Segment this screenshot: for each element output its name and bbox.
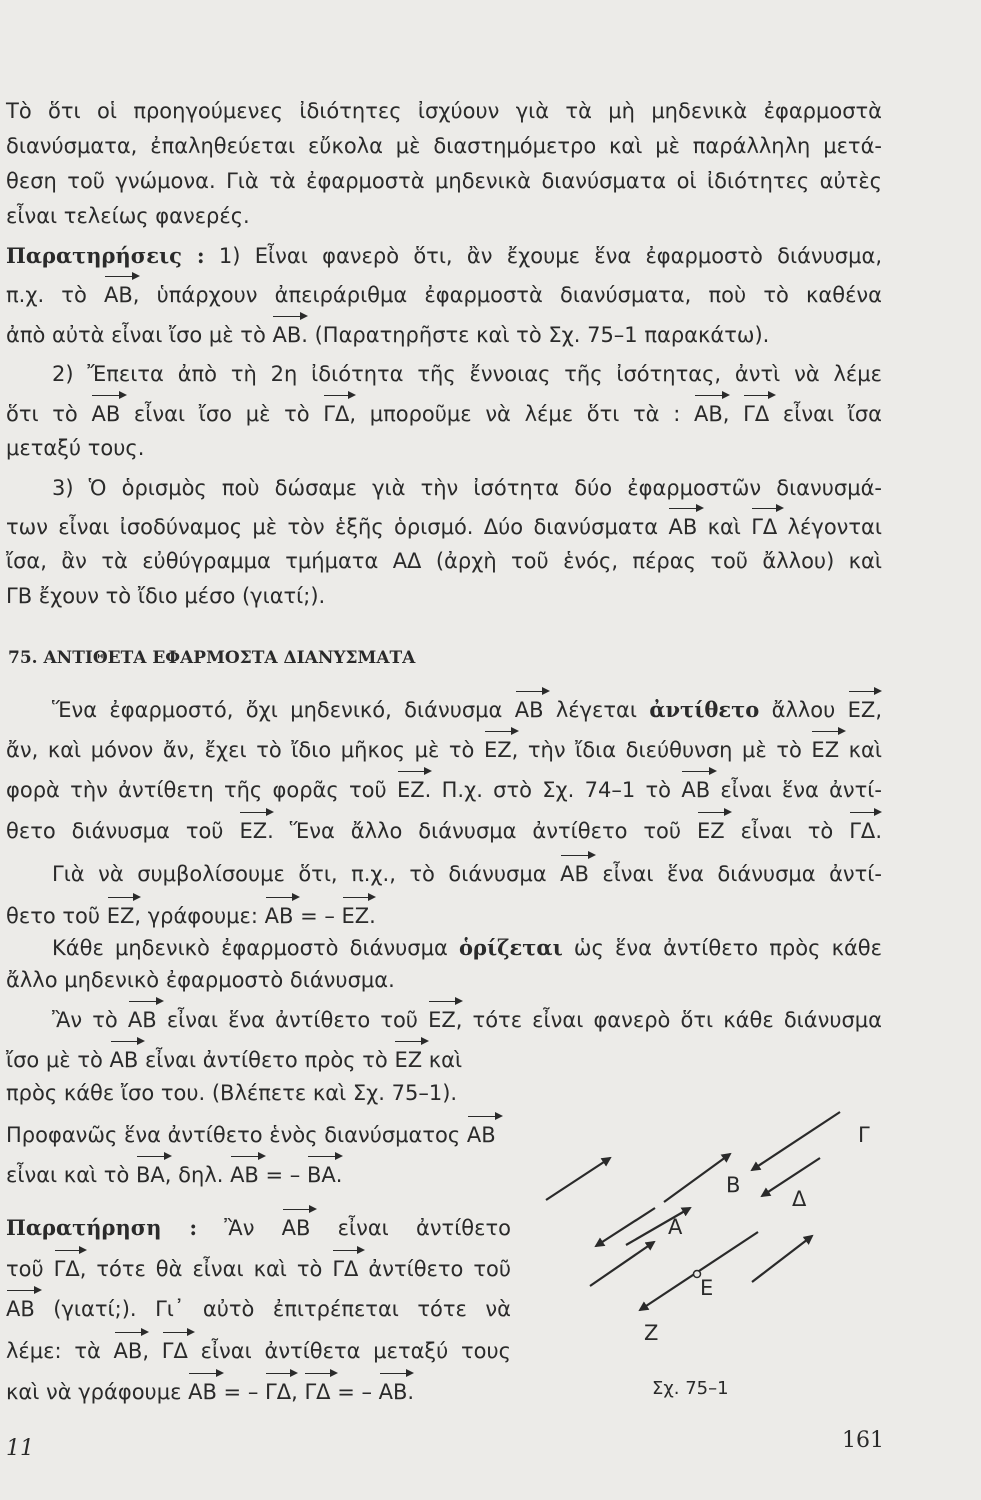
text-span: π.χ. τὸ xyxy=(6,283,104,307)
vector-ab: ΑΒ xyxy=(466,1123,496,1147)
vector-ab: ΑΒ xyxy=(272,323,302,347)
text-span: . xyxy=(875,819,882,843)
vector-gd: ΓΔ xyxy=(332,1257,359,1281)
text-line xyxy=(6,1296,511,1322)
text-span: Προφανῶς ἕνα ἀντίθετο ἑνὸς διανύσματος xyxy=(6,1123,467,1147)
vector-ez: ΕΖ xyxy=(396,778,425,802)
text-span: καὶ xyxy=(422,1048,463,1072)
text-span: , μποροῦμε νὰ λέμε ὅτι τὰ : xyxy=(349,402,694,426)
text-line xyxy=(6,322,769,348)
text-span: ἀπὸ αὐτὰ εἶναι ἴσο μὲ τὸ xyxy=(6,323,273,347)
text-line: μεταξύ τους. xyxy=(6,436,145,460)
vector-ez: ΕΖ xyxy=(239,819,268,843)
vector-ez: ΕΖ xyxy=(394,1048,423,1072)
label-a: Α xyxy=(668,1215,683,1239)
text-span: θετο διάνυσμα τοῦ xyxy=(6,819,240,843)
text-line xyxy=(6,1122,496,1148)
vector-ab: ΑΒ xyxy=(127,1008,157,1032)
text-span: , xyxy=(291,1380,305,1404)
text-line: ὅτι τὸ ΑΒ εἶναι ἴσο μὲ τὸ ΓΔ, μποροῦμε νὰ λέμε ὅτι τὰ : ΑΒ, ΓΔ εἶναι ἴσα xyxy=(6,402,882,426)
text-line: ἴσα, ἂν τὰ εὐθύγραμμα τμήματα ΑΔ (ἀρχὴ τοῦ ἑνός, πέρας τοῦ ἄλλου) καὶ xyxy=(6,549,882,573)
text-span: εἶναι τὸ xyxy=(724,819,850,843)
text-line: πρὸς κάθε ἴσο του. (Βλέπετε καὶ Σχ. 75–1). xyxy=(6,1081,458,1105)
vector-ab: ΑΒ xyxy=(188,1380,217,1404)
vector-ab: ΑΒ xyxy=(378,1380,408,1404)
vector-ez: ΕΖ xyxy=(106,904,135,928)
text-line xyxy=(6,818,882,844)
vector-ez: ΕΖ xyxy=(483,738,512,762)
vector-ab: ΑΒ xyxy=(109,1048,139,1072)
text-span: καὶ νὰ γράφουμε xyxy=(6,1380,189,1404)
text-line: 2) Ἔπειτα ἀπὸ τὴ 2η ἰδιότητα τῆς ἔννοιας τῆς ἰσότητας, ἀντὶ νὰ λέμε xyxy=(52,362,882,386)
text-span: (γιατί;). Γι᾽ αὐτὸ ἐπιτρέπεται τότε νὰ xyxy=(34,1297,511,1321)
text-span: λέγονται xyxy=(777,515,882,539)
label-e: Ε xyxy=(700,1276,714,1300)
vector-gd: ΓΔ xyxy=(161,1339,188,1363)
text-line xyxy=(6,903,376,929)
section-heading: 75. ΑΝΤΙΘΕΤΑ ΕΦΑΡΜΟΣΤΑ ΔΙΑΝΥΣΜΑΤΑ xyxy=(8,648,416,668)
vector-ab: ΑΒ xyxy=(264,904,294,928)
text-span: ἀντίθετο τοῦ xyxy=(358,1257,511,1281)
term-antitheto: ἀντίθετο xyxy=(649,697,760,722)
vector-arrow-up-1 xyxy=(546,1158,610,1200)
vector-ba: ΒΑ xyxy=(135,1163,165,1187)
vector-arrow-down-1 xyxy=(762,1158,820,1196)
text-line: 3) Ὁ ὁρισμὸς ποὺ δώσαμε γιὰ τὴν ἰσότητα δύο ἐφαρμοστῶν διανυσμά- xyxy=(52,476,882,500)
text-line xyxy=(6,514,882,540)
text-line xyxy=(6,1215,511,1241)
vector-gd: ΓΔ xyxy=(53,1257,80,1281)
text-span: εἶναι ἀντίθετο πρὸς τὸ xyxy=(138,1048,395,1072)
vector-ab: ΑΒ xyxy=(103,283,133,307)
vector-ab: ΑΒ xyxy=(230,1163,259,1187)
text-span: Ἕνα ἐφαρμοστό, ὄχι μηδενικό, διάνυσμα xyxy=(52,698,515,722)
text-span: . xyxy=(407,1380,415,1404)
vector-ab: ΑΒ xyxy=(560,862,589,886)
text-span: , xyxy=(142,1339,162,1363)
text-span: = – xyxy=(216,1380,265,1404)
page-number: 161 xyxy=(842,1428,884,1453)
text-span: , δηλ. xyxy=(164,1163,231,1187)
text-line xyxy=(6,1338,511,1364)
text-line xyxy=(6,737,882,763)
text-span: , γράφουμε: xyxy=(134,904,265,928)
label-z: Ζ xyxy=(644,1321,659,1345)
page-left-mark: 11 xyxy=(6,1436,34,1461)
text-line xyxy=(6,1256,511,1282)
text-line xyxy=(6,1047,462,1073)
text-span: Ἂν xyxy=(197,1216,282,1240)
text-line: Ἕνα ἐφαρμοστό, ὄχι μηδενικό, διάνυσμα ΑΒ λέγεται ἀντίθετο ἄλλου ΕΖ, xyxy=(52,697,882,722)
label-b: Β xyxy=(726,1173,741,1197)
text-span: ὅτι τὸ xyxy=(6,402,92,426)
vector-ez: ΕΖ xyxy=(341,904,370,928)
text-span: . Π.χ. στὸ Σχ. 74–1 τὸ xyxy=(424,778,682,802)
text-line: διανύσματα, ἐπαληθεύεται εὔκολα μὲ διαστημόμετρο καὶ μὲ παράλληλη μετά- xyxy=(6,134,882,158)
text-span: ἄλλου xyxy=(759,698,848,722)
text-span: , τότε θὰ εἶναι καὶ τὸ xyxy=(79,1257,333,1281)
text-span: λέμε: τὰ xyxy=(6,1339,114,1363)
observation-label: Παρατήρηση : xyxy=(6,1215,198,1240)
text-line xyxy=(6,1162,342,1188)
vector-gd: ΓΔ xyxy=(751,515,778,539)
text-span: . (Παρατηρῆστε καὶ τὸ Σχ. 75–1 παρακάτω). xyxy=(301,323,770,347)
text-line xyxy=(52,935,882,961)
observations-label: Παρατηρήσεις : xyxy=(6,243,205,268)
text-line xyxy=(52,861,882,887)
text-span: ὡς ἕνα ἀντίθετο πρὸς κάθε xyxy=(562,936,882,960)
text-line: θεση τοῦ γνώμονα. Γιὰ τὰ ἐφαρμοστὰ μηδενικὰ διανύσματα οἱ ἰδιότητες αὐτὲς xyxy=(6,169,882,193)
vector-arrow-gd xyxy=(752,1112,840,1170)
text-span: εἶναι ἕνα διάνυσμα ἀντί- xyxy=(588,862,882,886)
text-line xyxy=(52,1007,882,1033)
vector-gd: ΓΔ xyxy=(323,402,350,426)
text-span: Γιὰ νὰ συμβολίσουμε ὅτι, π.χ., τὸ διάνυσμα xyxy=(52,862,561,886)
vector-arrow-down-2 xyxy=(596,1208,655,1246)
text-span: ἴσο μὲ τὸ xyxy=(6,1048,110,1072)
text-span: λέγεται xyxy=(543,698,650,722)
vector-ba: ΒΑ xyxy=(306,1163,336,1187)
vector-arrow-ab xyxy=(664,1154,730,1202)
vector-ab: ΑΒ xyxy=(6,1297,35,1321)
vector-ab: ΑΒ xyxy=(514,698,544,722)
label-d: Δ xyxy=(792,1187,807,1211)
vector-ab: ΑΒ xyxy=(91,402,121,426)
text-line: ΓΒ ἔχουν τὸ ἴδιο μέσο (γιατί;). xyxy=(6,584,326,608)
text-span: καὶ xyxy=(697,515,752,539)
text-span: εἶναι ἴσο μὲ τὸ xyxy=(120,402,324,426)
text-line: ἄλλο μηδενικὸ ἐφαρμοστὸ διάνυσμα. xyxy=(6,968,395,992)
vector-ab: ΑΒ xyxy=(113,1339,143,1363)
vector-gd: ΓΔ xyxy=(849,819,876,843)
text-span: εἶναι ἴσα xyxy=(769,402,882,426)
text-span: Κάθε μηδενικὸ ἐφαρμοστὸ διάνυσμα xyxy=(52,936,459,960)
text-span: , τὴν ἴδια διεύθυνση μὲ τὸ xyxy=(511,738,812,762)
text-line xyxy=(6,1379,414,1405)
text-span: τοῦ xyxy=(6,1257,54,1281)
vector-arrow-up-4 xyxy=(752,1236,812,1282)
vector-ez: ΕΖ xyxy=(428,1008,456,1032)
text-span: των εἶναι ἰσοδύναμος μὲ τὸν ἑξῆς ὁρισμό. Δύο διανύσματα xyxy=(6,515,669,539)
vector-ab: ΑΒ xyxy=(668,515,698,539)
text-span: , τότε εἶναι φανερὸ ὅτι κάθε διάνυσμα xyxy=(455,1008,883,1032)
text-span: . Ἕνα ἄλλο διάνυσμα ἀντίθετο τοῦ xyxy=(267,819,698,843)
vector-ez: ΕΖ xyxy=(847,698,876,722)
text-span: Ἂν τὸ xyxy=(52,1008,128,1032)
text-span: = – xyxy=(330,1380,379,1404)
vector-gd: ΓΔ xyxy=(304,1380,331,1404)
figure-caption: Σχ. 75–1 xyxy=(652,1378,729,1399)
text-span: = – xyxy=(293,904,342,928)
text-span: εἶναι ἀντίθετα μεταξύ τους xyxy=(187,1339,512,1363)
text-line xyxy=(6,243,882,269)
label-g: Γ xyxy=(858,1123,870,1147)
text-line: Τὸ ὅτι οἱ προηγούμενες ἰδιότητες ἰσχύουν γιὰ τὰ μὴ μηδενικὰ ἐφαρμοστὰ xyxy=(6,99,882,123)
vector-gd: ΓΔ xyxy=(743,402,770,426)
text-span: εἶναι ἀντίθετο xyxy=(310,1216,511,1240)
text-span: . xyxy=(335,1163,343,1187)
text-span: . xyxy=(369,904,376,928)
text-span: = – xyxy=(258,1163,307,1187)
term-orizetai: ὁρίζεται xyxy=(458,935,563,960)
text-span: , ὑπάρχουν ἀπειράριθμα ἐφαρμοστὰ διανύσματα, ποὺ τὸ καθένα xyxy=(132,283,882,307)
vector-arrow-up-3 xyxy=(590,1242,654,1286)
text-span: θετο τοῦ xyxy=(6,904,107,928)
text-span: καὶ xyxy=(839,738,882,762)
vector-ab: ΑΒ xyxy=(281,1216,311,1240)
text-line: εἶναι τελείως φανερές. xyxy=(6,204,250,228)
text-span: 1) Εἶναι φανερὸ ὅτι, ἂν ἔχουμε ἕνα ἐφαρμοστὸ διάνυσμα, xyxy=(204,244,882,268)
vector-ez: ΕΖ xyxy=(811,738,840,762)
text-span: ἄν, καὶ μόνον ἄν, ἔχει τὸ ἴδιο μῆκος μὲ τὸ xyxy=(6,738,484,762)
figure-75-1 xyxy=(540,1100,880,1360)
text-span: εἶναι καὶ τὸ xyxy=(6,1163,136,1187)
vector-ez: ΕΖ xyxy=(697,819,725,843)
text-span: εἶναι ἕνα ἀντί- xyxy=(710,778,882,802)
text-span: φορὰ τὴν ἀντίθετη τῆς φορᾶς τοῦ xyxy=(6,778,397,802)
vector-gd: ΓΔ xyxy=(265,1380,292,1404)
vector-ab: ΑΒ xyxy=(693,402,723,426)
text-span: εἶναι ἕνα ἀντίθετο τοῦ xyxy=(156,1008,429,1032)
text-line xyxy=(6,282,882,308)
text-line xyxy=(6,777,882,803)
vector-ab: ΑΒ xyxy=(681,778,711,802)
